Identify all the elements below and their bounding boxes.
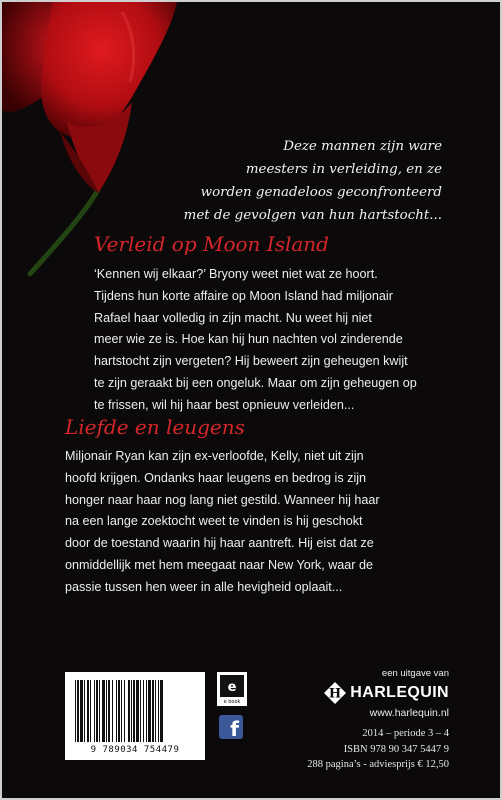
- barcode-bar: [94, 680, 95, 742]
- blurb-line: passie tussen hen weer in alle hevigheid oplaait...: [65, 579, 343, 594]
- tagline-line: meesters in verleiding, en ze: [245, 162, 442, 177]
- barcode-bar: [77, 680, 79, 742]
- barcode-bar: [121, 680, 122, 742]
- barcode-bar: [152, 680, 154, 742]
- barcode-bar: [140, 680, 141, 742]
- publisher-tagline: een uitgave van: [381, 668, 449, 679]
- barcode-bar: [75, 680, 76, 742]
- isbn: ISBN 978 90 347 5447 9: [343, 743, 449, 755]
- harlequin-logo: [307, 681, 449, 705]
- logo-letter: H: [329, 686, 342, 702]
- story1-blurb: [94, 264, 417, 417]
- blurb-line: hoofd krijgen. Ondanks haar leugens en bedrog is zijn: [65, 470, 367, 485]
- barcode-bar: [87, 680, 89, 742]
- blurb-line: na een lange zoektocht weet te vinden is hij geschokt: [65, 514, 363, 529]
- story2-title: Liefde en leugens: [65, 415, 245, 439]
- barcode-bar: [143, 680, 144, 742]
- barcode-bar: [108, 680, 110, 742]
- blurb-line: Miljonair Ryan kan zijn ex-verloofde, Kelly, niet uit zijn: [65, 449, 364, 463]
- publisher-website[interactable]: www.harlequin.nl: [369, 707, 449, 719]
- barcode-bar: [124, 680, 125, 742]
- svg-text:e: e: [227, 680, 237, 695]
- barcode-bar: [133, 680, 135, 742]
- blurb-line: te zijn geraakt bij een ongeluk. Maar om zijn geheugen op: [94, 375, 417, 390]
- barcode-bar: [118, 680, 120, 742]
- barcode-bar: [128, 680, 130, 742]
- blurb-line: ‘Kennen wij elkaar?’ Bryony weet niet wat ze hoort.: [94, 267, 378, 281]
- barcode-bar: [90, 680, 91, 742]
- barcode-bar: [136, 680, 139, 742]
- barcode-bar: [84, 680, 85, 742]
- blurb-line: te frissen, wil hij haar best opnieuw verleiden...: [94, 397, 355, 412]
- blurb-line: hartstocht zijn vergeten? Hij beweert zijn geheugen kwijt: [94, 354, 408, 369]
- blurb-line: meer wie ze is. Hoe kan hij hun nachten vol zinderende: [94, 332, 403, 347]
- story1-title: Verleid op Moon Island: [94, 232, 329, 256]
- tagline: [142, 135, 442, 227]
- barcode-bar: [106, 680, 107, 742]
- barcode-bar: [131, 680, 132, 742]
- barcode-number: 9 789034 754479: [90, 745, 180, 755]
- tagline-line: met de gevolgen van hun hartstocht...: [183, 208, 442, 223]
- barcode-bar: [96, 680, 98, 742]
- barcode-bars: [73, 680, 197, 742]
- barcode-bar: [112, 680, 113, 742]
- blurb-line: door de toestand waarin hij haar aantreft. Hij eist dat ze: [65, 536, 374, 551]
- barcode-bar: [160, 680, 163, 742]
- barcode-bar: [148, 680, 151, 742]
- barcode-bar: [158, 680, 159, 742]
- blurb-line: Tijdens hun korte affaire op Moon Island had miljonair: [94, 288, 393, 303]
- tagline-line: Deze mannen zijn ware: [283, 139, 442, 154]
- barcode-bar: [102, 680, 105, 742]
- ebook-label: e book: [223, 699, 241, 705]
- blurb-line: honger naar haar nog lang niet gestild. Wanneer hij haar: [65, 492, 380, 507]
- harlequin-diamond-icon: [323, 681, 347, 705]
- ebook-icon: [217, 672, 247, 706]
- barcode-bar: [146, 680, 147, 742]
- edition-period: 2014 – periode 3 – 4: [362, 728, 449, 739]
- publisher-block: [307, 668, 449, 719]
- pages-price: 288 pagina’s - adviesprijs € 12,50: [307, 759, 449, 770]
- publisher-name: HARLEQUIN: [350, 684, 449, 701]
- barcode-bar: [116, 680, 117, 742]
- story2-blurb: [65, 446, 380, 599]
- book-meta: [252, 726, 449, 773]
- facebook-icon[interactable]: f: [219, 715, 243, 739]
- tagline-line: worden genadeloos geconfronteerd: [200, 185, 442, 200]
- barcode-bar: [99, 680, 100, 742]
- barcode: [65, 672, 205, 760]
- blurb-line: Rafael haar volledig in zijn macht. Nu weet hij niet: [94, 310, 372, 325]
- blurb-line: onmiddellijk met hem meegaat naar New York, waar de: [65, 557, 374, 572]
- barcode-bar: [80, 680, 83, 742]
- barcode-bar: [155, 680, 156, 742]
